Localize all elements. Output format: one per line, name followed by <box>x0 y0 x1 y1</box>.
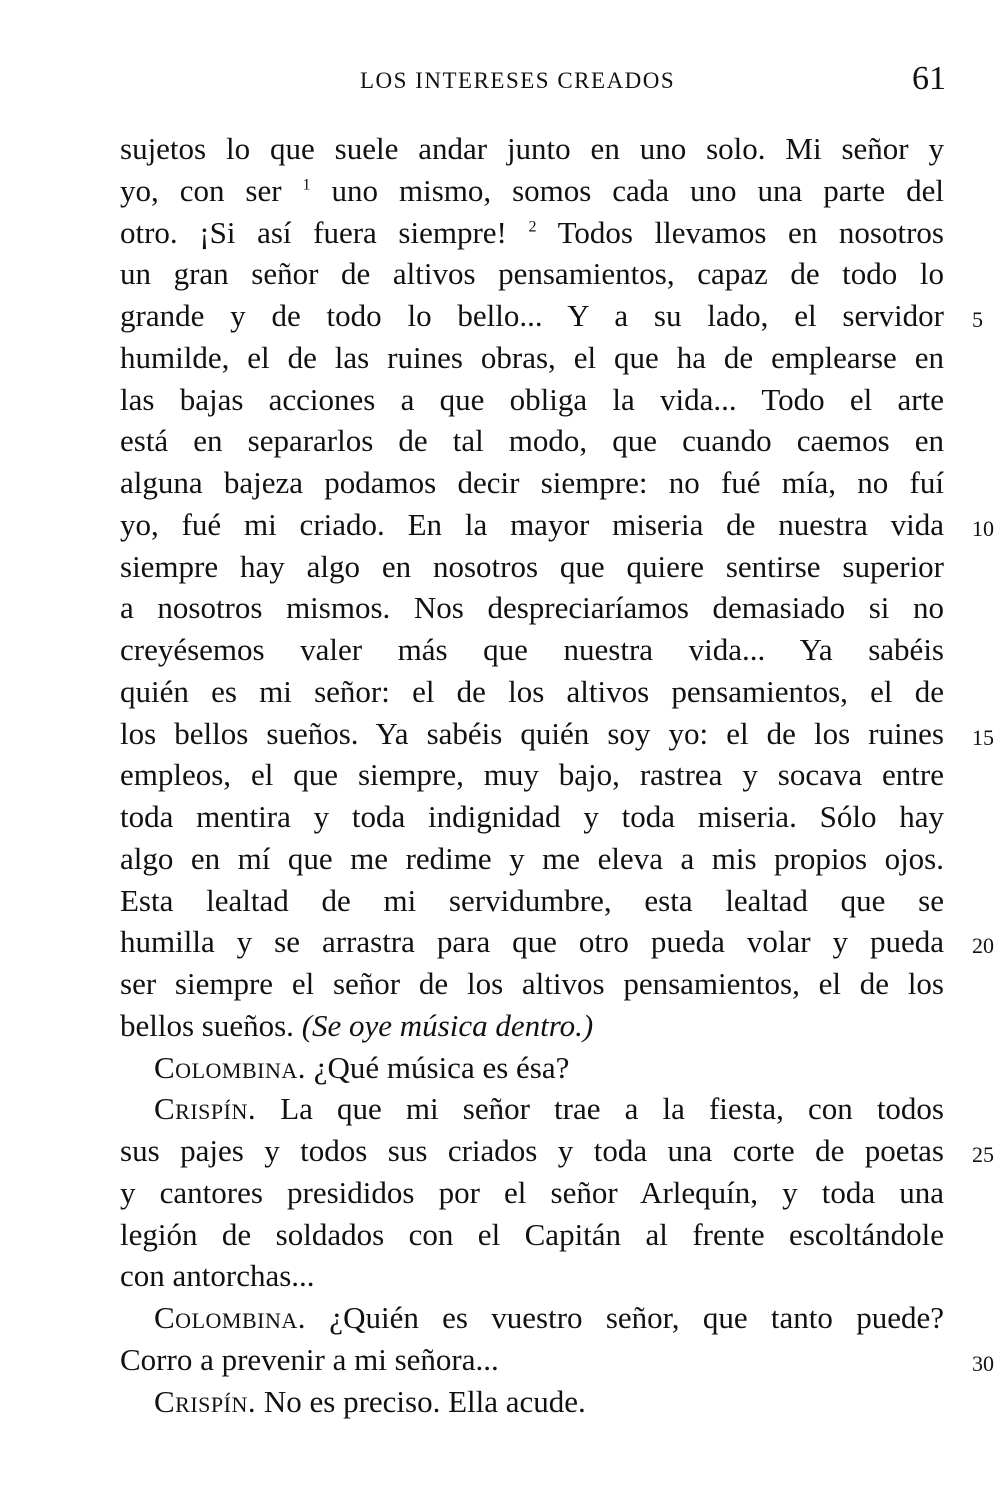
text-line <box>120 379 944 421</box>
line-text: un gran señor de altivos pensamientos, capaz de todo lo <box>120 256 944 292</box>
text-line <box>120 128 944 170</box>
text-line <box>120 754 944 796</box>
line-text: Corro a prevenir a mi señora... <box>120 1341 499 1377</box>
text-line <box>120 170 944 212</box>
dialogue-line <box>120 1088 944 1130</box>
running-header <box>0 60 1000 100</box>
line-text: humilla y se arrastra para que otro pueda volar y pueda <box>120 924 944 960</box>
text-line <box>120 796 944 838</box>
text-line <box>120 337 944 379</box>
text-line <box>120 1172 944 1214</box>
line-number: 20 <box>972 933 994 959</box>
page-number: 61 <box>912 60 946 97</box>
line-text <box>120 1047 944 1089</box>
line-text-part: bellos sueños. <box>120 1007 302 1043</box>
line-text: algo en mí que me redime y me eleva a mis propios ojos. <box>120 840 944 876</box>
text-line <box>120 546 944 588</box>
footnote-marker: 1 <box>302 176 311 194</box>
text-line <box>120 713 994 755</box>
line-text-part: Todos llevamos en nosotros <box>536 214 945 250</box>
dialogue-line <box>120 1381 944 1423</box>
speaker-name: Colombina. <box>154 1049 306 1085</box>
line-text: los bellos sueños. Ya sabéis quién soy yo: el de los ruines <box>120 715 944 751</box>
text-line <box>120 838 944 880</box>
line-number: 15 <box>972 724 994 750</box>
line-text <box>120 1005 944 1047</box>
line-number: 5 <box>972 307 983 332</box>
line-text <box>120 1381 944 1423</box>
line-text <box>120 170 944 212</box>
text-line <box>120 963 944 1005</box>
line-text: grande y de todo lo bello... Y a su lado, el servidor <box>120 298 944 333</box>
text-line <box>120 504 994 546</box>
text-line <box>120 880 944 922</box>
line-text: creyésemos valer más que nuestra vida... Ya sabéis <box>120 632 944 667</box>
line-text: a nosotros mismos. Nos despreciaríamos demasiado si no <box>120 590 944 626</box>
text-line <box>120 671 944 713</box>
text-line <box>120 1130 994 1172</box>
dialogue-line <box>120 1297 944 1339</box>
line-text-part: otro. ¡Si así fuera siempre! <box>120 214 529 250</box>
speaker-name: Colombina. <box>154 1300 306 1335</box>
line-text: sus pajes y todos sus criados y toda una corte de poetas <box>120 1133 944 1168</box>
speech-text: La que mi señor trae a la fiesta, con todos <box>256 1091 944 1127</box>
text-line <box>120 921 994 963</box>
line-text: las bajas acciones a que obliga la vida... Todo el arte <box>120 381 944 417</box>
line-text: siempre hay algo en nosotros que quiere sentirse superior <box>120 548 944 584</box>
line-text <box>120 1088 944 1130</box>
text-line <box>120 587 944 629</box>
line-text-part: uno mismo, somos cada uno una parte del <box>310 172 944 208</box>
line-number: 10 <box>972 515 994 541</box>
body-text <box>120 128 994 1422</box>
text-line <box>120 212 944 254</box>
line-text: Esta lealtad de mi servidumbre, esta lealtad que se <box>120 882 944 918</box>
text-line <box>120 1214 944 1256</box>
text-line <box>120 462 944 504</box>
text-line <box>120 1255 944 1297</box>
text-line <box>120 295 983 337</box>
line-text <box>120 1297 944 1339</box>
line-text: humilde, el de las ruines obras, el que ha de emplearse en <box>120 339 944 375</box>
speech-text: No es preciso. Ella acude. <box>256 1383 586 1419</box>
line-text: legión de soldados con el Capitán al frente escoltándole <box>120 1216 944 1252</box>
speech-text: ¿Quién es vuestro señor, que tanto puede? <box>305 1300 944 1335</box>
line-text <box>120 212 944 254</box>
text-line <box>120 629 944 671</box>
line-number: 30 <box>972 1350 994 1376</box>
line-text: ser siempre el señor de los altivos pensamientos, el de los <box>120 966 944 1001</box>
line-text: quién es mi señor: el de los altivos pensamientos, el de <box>120 673 944 709</box>
line-text: yo, fué mi criado. En la mayor miseria de nuestra vida <box>120 506 944 542</box>
dialogue-line <box>120 1047 944 1089</box>
line-text-part: yo, con ser <box>120 172 303 208</box>
speech-text: ¿Qué música es ésa? <box>305 1049 570 1085</box>
line-text: y cantores presididos por el señor Arlequín, y toda una <box>120 1174 944 1210</box>
line-text: sujetos lo que suele andar junto en uno solo. Mi señor y <box>120 131 944 166</box>
text-line <box>120 253 944 295</box>
running-title: LOS INTERESES CREADOS <box>360 68 676 93</box>
stage-direction: (Se oye música dentro.) <box>301 1007 594 1043</box>
line-number: 25 <box>972 1142 994 1167</box>
text-line <box>120 420 944 462</box>
footnote-marker: 2 <box>528 218 537 236</box>
line-text: está en separarlos de tal modo, que cuando caemos en <box>120 423 944 459</box>
line-text: toda mentira y toda indignidad y toda miseria. Sólo hay <box>120 799 944 834</box>
line-text: alguna bajeza podamos decir siempre: no fué mía, no fuí <box>120 465 944 500</box>
line-text: empleos, el que siempre, muy bajo, rastrea y socava entre <box>120 757 944 793</box>
text-line <box>120 1339 994 1381</box>
speaker-name: Crispín. <box>154 1383 257 1419</box>
text-line <box>120 1005 944 1047</box>
speaker-name: Crispín. <box>154 1091 257 1127</box>
line-text: con antorchas... <box>120 1258 315 1294</box>
